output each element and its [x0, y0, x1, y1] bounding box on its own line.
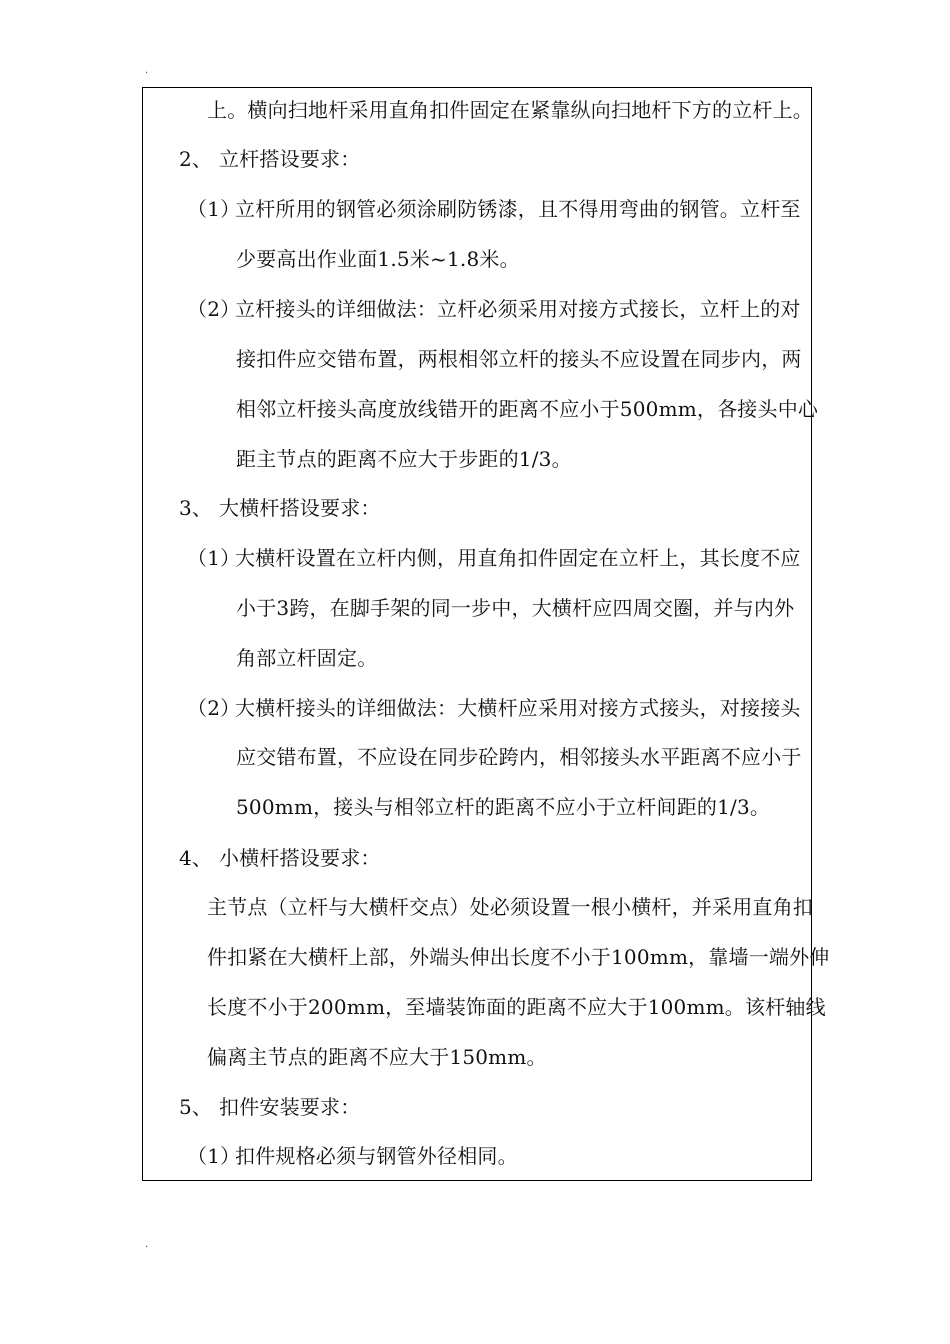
page-mark-top: . [145, 65, 149, 76]
list-item-2-1: （1）立杆所用的钢管必须涂刷防锈漆，且不得用弯曲的钢管。立杆至 [187, 197, 801, 221]
page-mark-bottom: . [145, 1239, 149, 1250]
document-text-frame [142, 87, 830, 1181]
list-item-continuation: 小于3跨，在脚手架的同一步中，大横杆应四周交圈，并与内外 [236, 596, 795, 620]
paragraph-line: 长度不小于200mm，至墙装饰面的距离不应大于100mm。该杆轴线 [207, 995, 826, 1019]
paragraph-line: 主节点（立杆与大横杆交点）处必须设置一根小横杆，并采用直角扣 [207, 895, 813, 919]
list-item-5-1: （1）扣件规格必须与钢管外径相同。 [187, 1144, 518, 1168]
section-heading-4: 4、 小横杆搭设要求： [179, 846, 381, 870]
section-heading-2: 2、 立杆搭设要求： [179, 147, 361, 171]
list-item-continuation: 距主节点的距离不应大于步距的1/3。 [236, 447, 572, 471]
section-heading-5: 5、 扣件安装要求： [179, 1095, 361, 1119]
list-item-continuation: 相邻立杆接头高度放线错开的距离不应小于500mm，各接头中心 [236, 397, 819, 421]
list-item-3-1: （1）大横杆设置在立杆内侧，用直角扣件固定在立杆上，其长度不应 [187, 546, 801, 570]
list-item-continuation: 角部立杆固定。 [236, 646, 378, 670]
list-item-2-2: （2）立杆接头的详细做法：立杆必须采用对接方式接长，立杆上的对 [187, 297, 801, 321]
list-item-continuation: 少要高出作业面1.5米~1.8米。 [236, 247, 520, 271]
paragraph-line: 上。横向扫地杆采用直角扣件固定在紧靠纵向扫地杆下方的立杆上。 [207, 98, 813, 122]
list-item-3-2: （2）大横杆接头的详细做法：大横杆应采用对接方式接头，对接接头 [187, 696, 801, 720]
paragraph-line: 偏离主节点的距离不应大于150mm。 [207, 1045, 547, 1069]
list-item-continuation: 应交错布置，不应设在同步砼跨内，相邻接头水平距离不应小于 [236, 745, 802, 769]
list-item-continuation: 接扣件应交错布置，两根相邻立杆的接头不应设置在同步内，两 [236, 347, 802, 371]
list-item-continuation: 500mm，接头与相邻立杆的距离不应小于立杆间距的1/3。 [236, 795, 771, 819]
section-heading-3: 3、 大横杆搭设要求： [179, 496, 381, 520]
paragraph-line: 件扣紧在大横杆上部，外端头伸出长度不小于100mm，靠墙一端外伸 [207, 945, 830, 969]
